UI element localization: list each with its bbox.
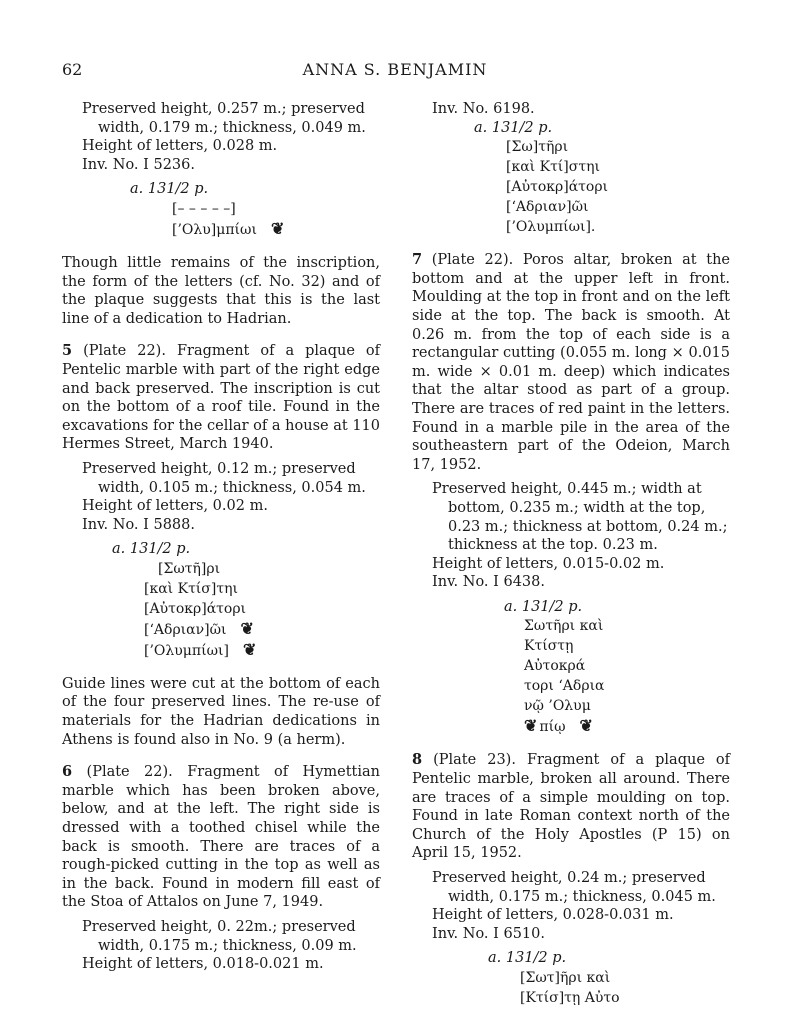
meta-line: Preserved height, 0. 22m.; preserved width, 0.175 m.; thickness, 0.09 m. <box>82 919 357 954</box>
hedera-leaf-icon: ❦ <box>579 716 593 736</box>
inscription-line: τορι ‘Αδρια <box>524 678 605 695</box>
meta-line: Preserved height, 0.445 m.; width at bottom, 0.235 m.; width at the top, 0.23 m.; thickness at bottom, 0.24 m.; thickness at the top. 0.23 m. <box>432 481 728 554</box>
inscription-line: [Σω]τῆρι <box>506 139 569 156</box>
inscription-line: [Σωτ]ῆρι καὶ <box>520 970 611 986</box>
inscription-line: ❦ πίῳ ❦ <box>524 716 593 736</box>
inscription-line: Κτίστῃ <box>524 638 574 655</box>
item7-description: 7 (Plate 22). Poros altar, broken at the bottom and at the upper left in front. Moulding at the top in front and on the left side at the top. The back is smooth. At 0.26 m. from the top of each side is a rectangular cutting (0.055 m. long × 0.015 m. wide × 0.01 m. deep) which indicates that the altar stood as part of a group. There are traces of red paint in the letters. Found in a marble pile in the area of the southeastern part of the Odeion, March 17, 1952. <box>412 251 731 473</box>
item6-meta <box>82 918 380 974</box>
item-number: 8 <box>412 751 423 769</box>
item7-meta <box>432 480 730 592</box>
item5-inscription <box>144 559 380 661</box>
item5-commentary: Guide lines were cut at the bottom of each of the four preserved lines. The re-use of materials for the Hadrian dedications in Athens is found also in No. 9 (a herm). <box>62 675 380 748</box>
hedera-leaf-icon: ❦ <box>242 639 257 659</box>
page-number: 62 <box>62 60 83 79</box>
meta-line: Height of letters, 0.028-0.031 m. <box>432 907 674 924</box>
running-title: ANNA S. BENJAMIN <box>302 60 488 79</box>
inscription-line: Αὐτοκρά <box>524 658 586 675</box>
item8-meta <box>432 869 730 943</box>
meta-line: Height of letters, 0.02 m. <box>82 498 268 515</box>
inscription-line: [’Ολυμπίωι] ❦ <box>144 639 257 659</box>
item6-inv <box>432 100 730 119</box>
inscription-line: [Σωτῆ]ρι <box>158 560 221 577</box>
meta-line: Height of letters, 0.018-0.021 m. <box>82 956 324 973</box>
item8-inscription <box>520 968 730 1008</box>
inscription-line: [Κτίσ]τῃ Αὐτο <box>520 990 620 1006</box>
item-number: 5 <box>62 342 73 360</box>
inscription-line: [καὶ Κτί]στηι <box>506 159 600 176</box>
right-column <box>412 100 730 1008</box>
item6-ref: a. 131/2 p. <box>474 119 553 136</box>
item7-ref: a. 131/2 p. <box>504 598 583 615</box>
meta-line: Height of letters, 0.028 m. <box>82 138 278 155</box>
hedera-leaf-icon: ❦ <box>270 218 285 238</box>
item5-ref: a. 131/2 p. <box>112 541 191 558</box>
inscription-line: [Αὐτοκρ]άτορι <box>506 179 609 196</box>
inscription-line: [καὶ Κτίσ]τηι <box>144 580 238 597</box>
inscription-line: [‘Αδριαν]ῶι ❦ <box>144 618 254 638</box>
hedera-leaf-icon: ❦ <box>240 618 254 638</box>
inscription-line: [’Ολυ]μπίωι ❦ <box>172 218 285 238</box>
item8-description: 8 (Plate 23). Fragment of a plaque of Pentelic marble, broken all around. There are traces of a simple moulding on top. Found in late Roman context north of the Church of the Holy Apostles (P 15) on April 15, 1952. <box>412 751 731 862</box>
item4-inscription <box>172 199 380 240</box>
inscription-line: [’Ολυμπίωι]. <box>506 219 596 236</box>
item4-commentary: Though little remains of the inscription, the form of the letters (cf. No. 32) and of the plaque suggests that this is the last line of a dedication to Hadrian. <box>62 254 380 327</box>
item6-inscription <box>506 137 730 237</box>
left-column <box>62 100 380 974</box>
inscription-line: [– – – – –] <box>172 200 236 217</box>
meta-line: Preserved height, 0.24 m.; preserved width, 0.175 m.; thickness, 0.045 m. <box>432 870 716 905</box>
item4-ref: a. 131/2 p. <box>130 181 209 198</box>
running-header <box>0 60 790 80</box>
inscription-line: [‘Αδριαν]ῶι <box>506 199 589 216</box>
item-number: 7 <box>412 251 423 269</box>
meta-line: Height of letters, 0.015-0.02 m. <box>432 555 665 572</box>
inscription-line: νῷ ’Ολυμ <box>524 698 591 715</box>
meta-line: Preserved height, 0.257 m.; preserved width, 0.179 m.; thickness, 0.049 m. <box>82 101 366 136</box>
item4-meta <box>82 100 380 174</box>
item6-description: 6 (Plate 22). Fragment of Hymettian marble which has been broken above, below, and at the left. The right side is dressed with a toothed chisel while the back is smooth. There are traces of a rough-picked cutting in the top as well as in the back. Found in modern fill east of the Stoa of Attalos on June 7, 1949. <box>62 763 381 911</box>
meta-line: Inv. No. I 5888. <box>82 516 195 533</box>
meta-line: Inv. No. I 6438. <box>432 574 545 591</box>
meta-line: Inv. No. I 6510. <box>432 925 545 942</box>
meta-line: Preserved height, 0.12 m.; preserved width, 0.105 m.; thickness, 0.054 m. <box>82 460 366 496</box>
item5-meta <box>82 460 380 534</box>
meta-line: Inv. No. 6198. <box>432 101 535 117</box>
hedera-leaf-icon: ❦ <box>524 716 538 736</box>
item-number: 6 <box>62 763 73 781</box>
meta-line: Inv. No. I 5236. <box>82 156 195 173</box>
inscription-line: Σωτῆρι καὶ <box>524 618 604 635</box>
item5-description: 5 (Plate 22). Fragment of a plaque of Pentelic marble with part of the right edge and back preserved. The inscription is cut on the bottom of a roof tile. Found in the excavations for the cellar of a house at 110 Hermes Street, March 1940. <box>62 342 381 453</box>
inscription-line: [Αὐτοκρ]άτορι <box>144 600 247 617</box>
item7-inscription <box>524 616 730 737</box>
item8-ref: a. 131/2 p. <box>488 950 567 967</box>
